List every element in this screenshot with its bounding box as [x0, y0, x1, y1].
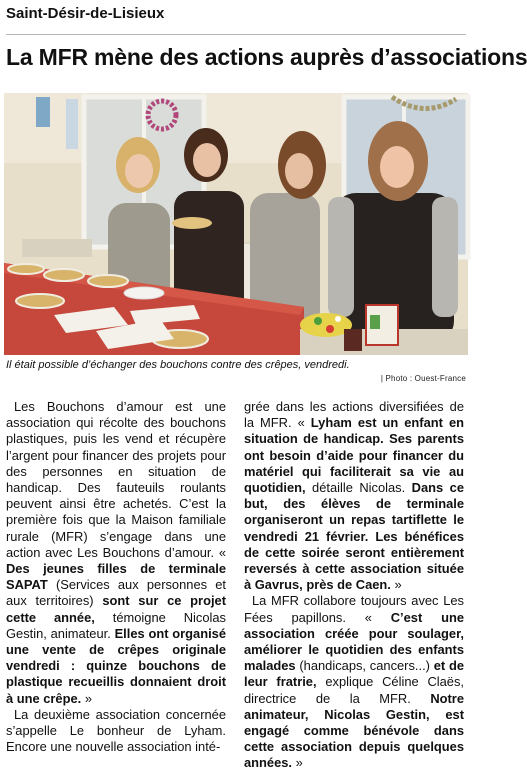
text-run: détaille Nicolas. — [305, 480, 412, 496]
text-run: témoigne Nicolas Gestin, animateur. — [6, 609, 226, 641]
text-run: (handicaps, cancers...) — [295, 658, 434, 674]
article-photo — [4, 93, 468, 355]
text-run: La MFR collabore toujours avec Les Fées papillons. « — [244, 593, 464, 625]
bold-quote: Dans ce but, des élèves de terminale organiseront un repas tartiflette le vendredi 21 février. Les bénéfices de cette soirée seront entièrement reversés à cette association située à Gavrus, près de Caen. — [244, 480, 464, 593]
bold-quote: sont sur ce projet cette année, — [6, 593, 226, 625]
body-column-right — [244, 399, 464, 772]
bold-quote: et de leur fratrie, — [244, 658, 465, 690]
paragraph — [6, 399, 226, 707]
photo-credit: | Photo : Ouest-France — [380, 374, 466, 383]
text-run: La deuxième association concernée s’appelle Le bonheur de Lyham. Encore une nouvelle association inté- — [6, 706, 226, 755]
body-column-left — [6, 399, 226, 755]
text-run: Les Bouchons d’amour est une association qui récolte des bouchons plastiques, puis les vend et récupère l’argent pour financer des projets pour des personnes en situation de handicap. Des fauteuils roulants peuvent ainsi être achetés. C’est la première fois que la Maison familiale rurale (MFR) s’engage dans une action avec Les Bouchons d’amour. « — [6, 399, 226, 560]
text-run: (Services aux personnes et aux territoires) — [6, 577, 226, 609]
bold-quote: C’est une association créée pour soulager, améliorer le quotidien des enfants malades — [244, 609, 464, 674]
article-kicker: Saint-Désir-de-Lisieux — [6, 5, 165, 22]
photo-caption: Il était possible d’échanger des bouchons contre des crêpes, vendredi. — [6, 359, 350, 371]
bold-quote: Notre animateur, Nicolas Gestin, est engagé comme bénévole dans cette association depuis quelques années. — [244, 690, 464, 771]
text-run: » — [390, 577, 402, 593]
paragraph — [244, 399, 464, 593]
paragraph — [244, 593, 464, 771]
text-run: » — [81, 690, 92, 706]
bold-quote: Des jeunes filles de terminale SAPAT — [6, 561, 226, 593]
paragraph — [6, 707, 226, 756]
text-run: explique Céline Claës, directrice de la MFR. — [244, 674, 464, 706]
bold-quote: Lyham est un enfant en situation de handicap. Ses parents ont besoin d’aide pour financer du matériel qui faciliterait sa vie au quotidien, — [244, 415, 464, 496]
article-headline: La MFR mène des actions auprès d’associations — [6, 44, 527, 70]
text-run: » — [292, 755, 303, 771]
text-run: grée dans les actions diversifiées de la MFR. « — [244, 399, 464, 431]
bold-quote: Elles ont organisé une vente de crêpes originale vendredi : quinze bouchons de plastique recueillis donnaient droit à une crêpe. — [6, 625, 226, 706]
header-divider — [6, 34, 466, 35]
